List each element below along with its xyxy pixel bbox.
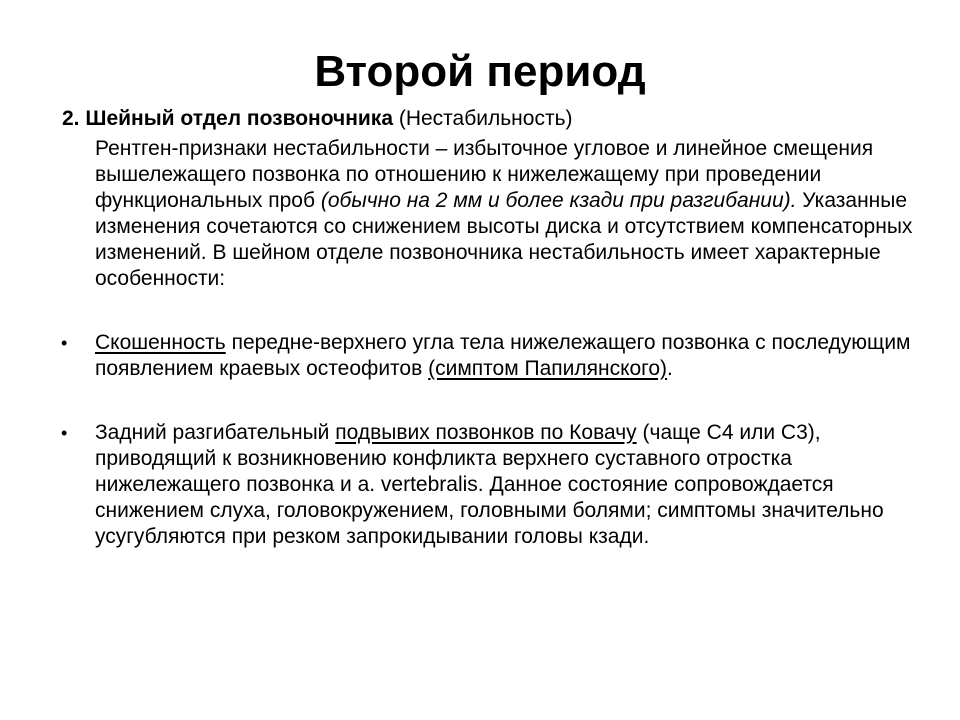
section-heading	[62, 106, 922, 132]
bullet-item	[95, 420, 922, 550]
bullet1-symptom: (симптом Папилянского)	[428, 357, 668, 380]
bullet1-text-1: передне-верхнего угла тела нижележащего позвонка с последующим появлением краевых остеофитов	[95, 331, 911, 380]
bullet1-term: Скошенность	[95, 331, 226, 354]
slide-title: Второй период	[314, 47, 646, 96]
bullet2-text-1: Задний разгибательный	[95, 421, 336, 444]
intro-paragraph	[95, 136, 922, 292]
section-heading-note: (Нестабильность)	[393, 107, 573, 130]
bullet1-text-2: .	[667, 357, 673, 380]
intro-text-1: Рентген-признаки нестабильности – избыточное угловое и линейное смещения вышележащего позвонка по отношению к нижележащему при проведении функциональных проб	[95, 137, 874, 212]
bullet2-text-2: (чаще С4 или С3), приводящий к возникновению конфликта верхнего суставного отростка нижележащего позвонка и а. vertebralis. Данное состояние сопровождается снижением слуха, головокружением, головными болями; симптомы значительно усугубляются при резком запрокидывании головы кзади.	[95, 421, 884, 548]
bullet-item	[95, 330, 922, 382]
intro-text-2: Указанные изменения сочетаются со снижением высоты диска и отсутствием компенсаторных изменений. В шейном отделе позвоночника нестабильность имеет характерные особенности:	[95, 189, 913, 290]
section-heading-bold: 2. Шейный отдел позвоночника	[62, 107, 393, 130]
intro-italic: (обычно на 2 мм и более кзади при разгибании).	[320, 189, 797, 212]
slide-content	[62, 106, 922, 550]
bullet2-term: подвывих позвонков по Ковачу	[335, 421, 637, 444]
